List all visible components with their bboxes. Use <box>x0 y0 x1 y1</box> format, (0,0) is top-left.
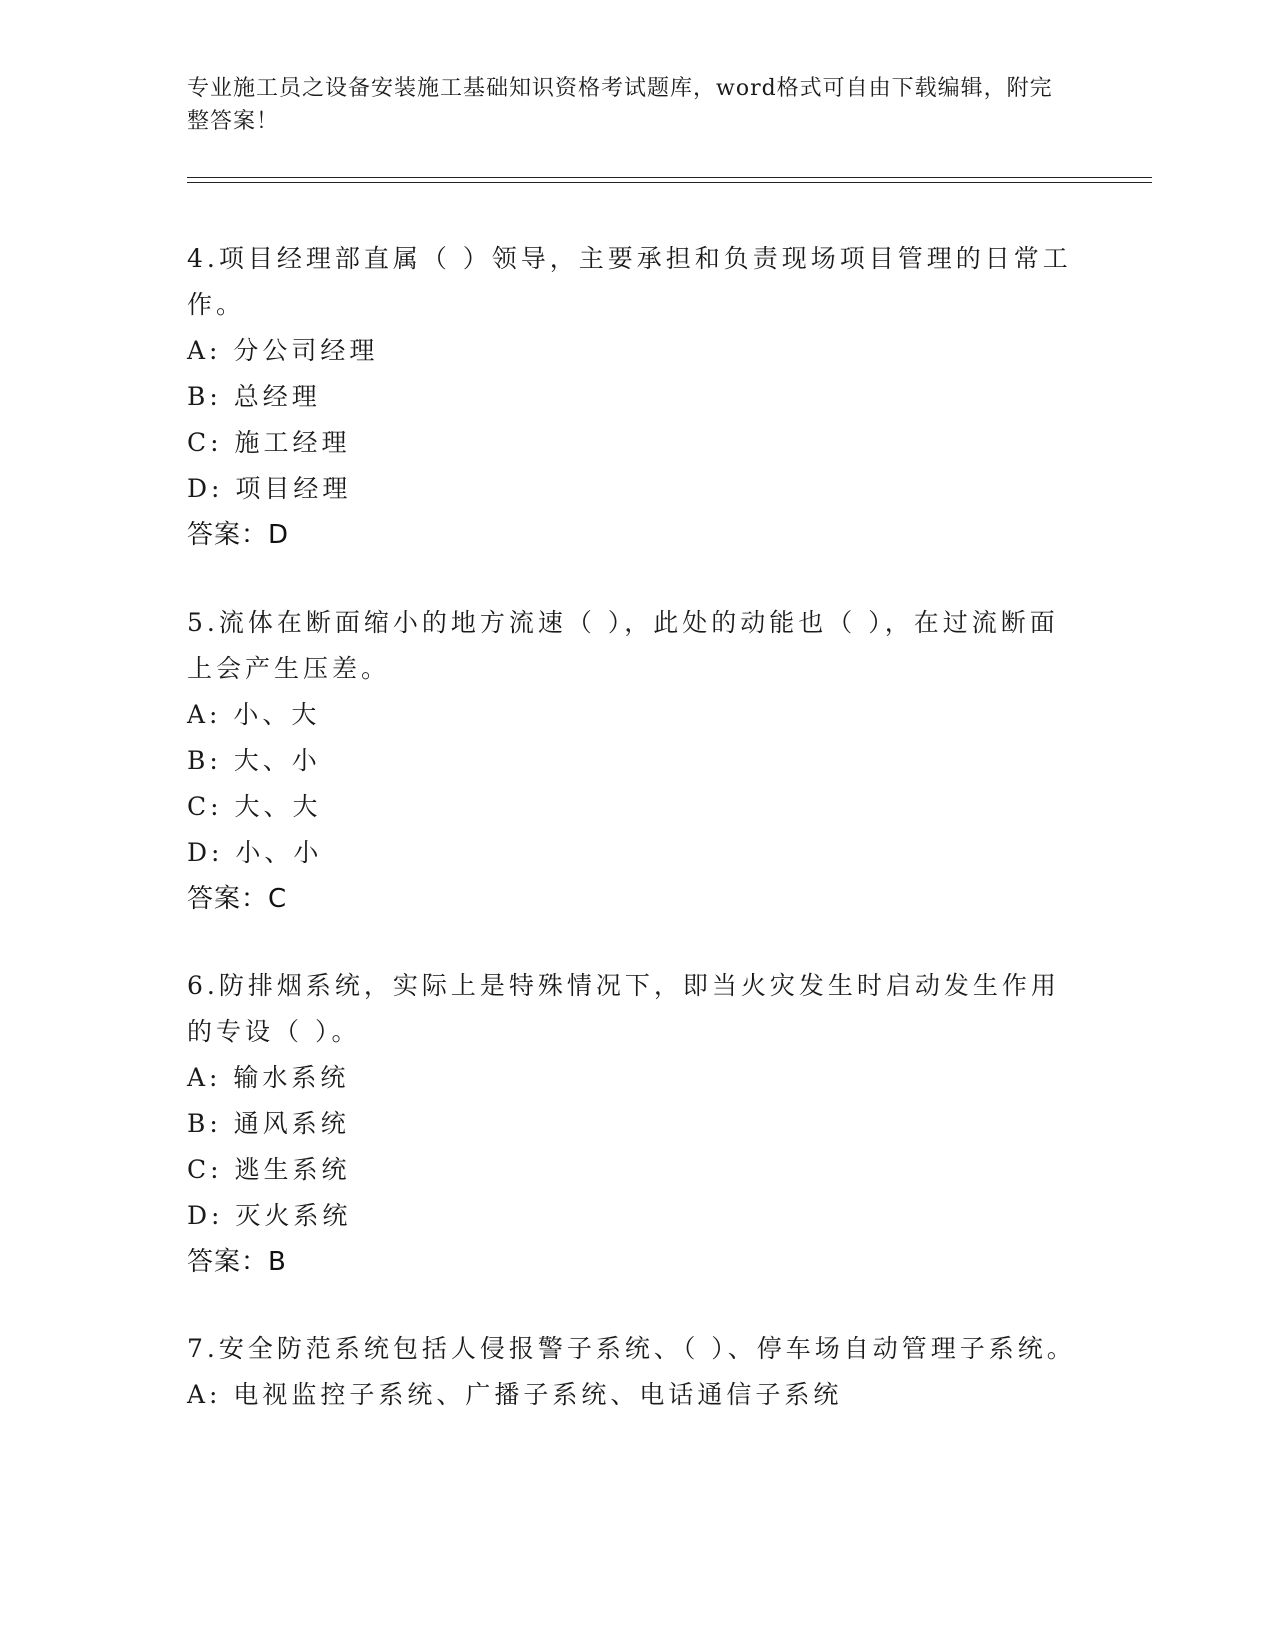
option-list <box>187 1372 1087 1418</box>
header-divider-top <box>187 177 1152 178</box>
option-a: A: 电视监控子系统、广播子系统、电话通信子系统 <box>187 1380 843 1409</box>
header-divider-bottom <box>187 182 1152 183</box>
option-c: C: 施工经理 <box>187 428 351 457</box>
question-stem: 7.安全防范系统包括人侵报警子系统、（ ）、停车场自动管理子系统。 <box>187 1334 1076 1363</box>
option-d: D: 项目经理 <box>187 474 352 503</box>
question-stem: 4.项目经理部直属（ ）领导，主要承担和负责现场项目管理的日常工作。 <box>187 244 1072 319</box>
document-header: 专业施工员之设备安装施工基础知识资格考试题库，word格式可自由下载编辑，附完整答案！ <box>187 76 1053 134</box>
question-7 <box>187 1326 1087 1418</box>
option-d: D: 小、小 <box>187 838 323 867</box>
question-5 <box>187 600 1087 922</box>
option-b: B: 通风系统 <box>187 1109 350 1138</box>
question-6 <box>187 963 1087 1285</box>
option-d: D: 灭火系统 <box>187 1201 352 1230</box>
option-list <box>187 1055 1087 1239</box>
answer-line: 答案：C <box>187 884 288 914</box>
question-stem: 6.防排烟系统，实际上是特殊情况下，即当火灾发生时启动发生作用的专设（ ）。 <box>187 971 1060 1046</box>
option-a: A: 输水系统 <box>187 1063 350 1092</box>
option-a: A: 小、大 <box>187 700 321 729</box>
option-b: B: 大、小 <box>187 746 321 775</box>
option-a: A: 分公司经理 <box>187 336 379 365</box>
option-c: C: 逃生系统 <box>187 1155 351 1184</box>
option-b: B: 总经理 <box>187 382 321 411</box>
option-c: C: 大、大 <box>187 792 322 821</box>
answer-line: 答案：B <box>187 1247 287 1277</box>
option-list <box>187 328 1087 512</box>
option-list <box>187 692 1087 876</box>
question-stem: 5.流体在断面缩小的地方流速（ ），此处的动能也（ ），在过流断面上会产生压差。 <box>187 608 1059 683</box>
question-4 <box>187 236 1087 558</box>
answer-line: 答案：D <box>187 520 290 550</box>
